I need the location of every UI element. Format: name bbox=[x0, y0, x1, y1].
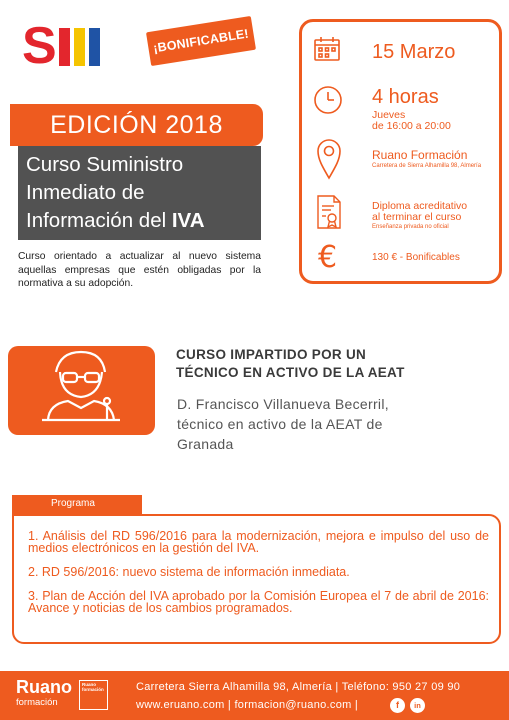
course-title-box bbox=[18, 146, 261, 240]
speaker-role-line-1: técnico en activo de la AEAT de bbox=[177, 416, 383, 432]
linkedin-icon[interactable]: in bbox=[410, 698, 425, 713]
info-row-date bbox=[302, 30, 499, 70]
sii-logo-letter: S bbox=[22, 17, 55, 75]
course-title-prefix: Información del bbox=[26, 209, 172, 232]
info-row-location bbox=[302, 136, 499, 186]
facebook-icon[interactable]: f bbox=[390, 698, 405, 713]
clock-icon bbox=[312, 84, 344, 121]
diploma-note: Enseñanza privada no oficial bbox=[372, 224, 449, 230]
program-item: 1. Análisis del RD 596/2016 para la modernización, mejora e impulso del uso de medios electrónicos en la gestión del IVA. bbox=[28, 529, 489, 555]
program-item: 3. Plan de Acción del IVA aprobado por la Comisión Europea el 7 de abril de 2016: Avance y noticias de los cambios programados. bbox=[28, 589, 489, 615]
speaker-illustration-box bbox=[8, 346, 155, 435]
info-row-duration bbox=[302, 80, 499, 140]
info-row-price bbox=[302, 240, 499, 280]
schedule-day: Jueves bbox=[372, 109, 406, 121]
speaker-role-line-2: Granada bbox=[177, 436, 234, 452]
sii-logo-bar-yellow bbox=[74, 28, 85, 66]
info-panel bbox=[299, 19, 502, 284]
diploma-line-1: Diploma acreditativo bbox=[372, 200, 468, 212]
sii-logo bbox=[22, 17, 100, 75]
program-tab: Programa bbox=[12, 495, 142, 514]
footer-brand: Ruano bbox=[16, 677, 72, 697]
edition-banner: EDICIÓN 2018 bbox=[10, 104, 263, 146]
program-box bbox=[12, 514, 501, 644]
info-row-diploma bbox=[302, 192, 499, 238]
speaker-name: D. Francisco Villanueva Becerril, bbox=[177, 396, 389, 412]
footer-brand-sub: formación bbox=[16, 697, 58, 708]
location-pin-icon bbox=[316, 138, 342, 185]
course-description: Curso orientado a actualizar al nuevo sistema aquellas empresas que estén obligadas por la normativa a su adopción. bbox=[18, 251, 261, 289]
footer bbox=[0, 671, 509, 720]
course-title-line-2: Inmediato de bbox=[26, 181, 145, 204]
speaker-heading-line-1: CURSO IMPARTIDO POR UN bbox=[176, 347, 367, 362]
footer-mini-logo-text: Ruano formación bbox=[82, 682, 104, 692]
footer-mini-logo bbox=[79, 680, 108, 710]
sii-logo-bar-blue bbox=[89, 28, 100, 66]
speaker-icon bbox=[8, 346, 155, 435]
course-duration: 4 horas bbox=[372, 86, 439, 108]
course-title-line-1: Curso Suministro bbox=[26, 153, 184, 176]
footer-contact[interactable]: www.eruano.com | formacion@ruano.com | bbox=[136, 699, 359, 711]
course-title-bold: IVA bbox=[171, 209, 205, 232]
sii-logo-bar-red bbox=[59, 28, 70, 66]
speaker-heading bbox=[176, 346, 496, 382]
venue-address: Carretera de Sierra Alhamilla 98, Almería bbox=[372, 163, 482, 169]
program-item: 2. RD 596/2016: nuevo sistema de información inmediata. bbox=[28, 565, 350, 579]
bonificable-badge: ¡BONIFICABLE! bbox=[146, 16, 256, 66]
footer-address: Carretera Sierra Alhamilla 98, Almería | Teléfono: 950 27 09 90 bbox=[136, 681, 461, 693]
venue-name: Ruano Formación bbox=[372, 148, 468, 162]
course-price: 130 € - Bonificables bbox=[372, 252, 460, 263]
euro-icon: € bbox=[318, 240, 338, 275]
course-date: 15 Marzo bbox=[372, 41, 456, 63]
diploma-line-2: al terminar el curso bbox=[372, 211, 462, 223]
speaker-description bbox=[177, 394, 497, 454]
schedule-time: de 16:00 a 20:00 bbox=[372, 120, 451, 132]
diploma-icon bbox=[315, 194, 343, 235]
speaker-heading-line-2: TÉCNICO EN ACTIVO DE LA AEAT bbox=[176, 365, 405, 380]
calendar-icon bbox=[312, 34, 342, 69]
course-title-line-3 bbox=[26, 207, 253, 235]
